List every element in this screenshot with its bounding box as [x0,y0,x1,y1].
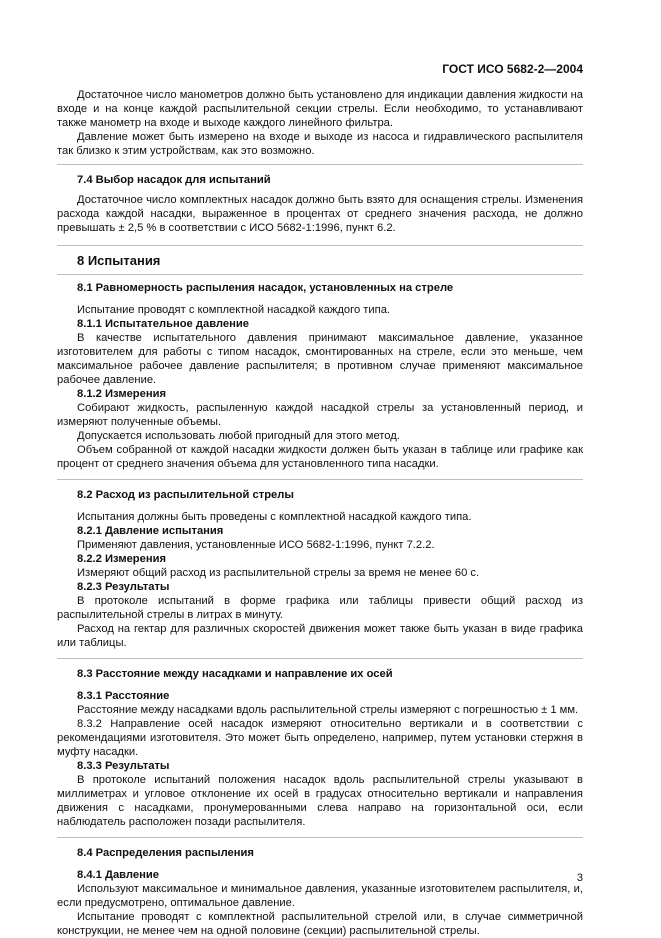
paragraph: Допускается использовать любой пригодный для этого метод. [77,430,400,442]
section-heading-8-1-1: 8.1.1 Испытательное давление [77,318,249,330]
paragraph: 8.3.2 Направление осей насадок измеряют относительно вертикали и в соответствии с рекомендациями изготовителя. Это может быть определено, например, путем установки стержня в муфту насадки. [57,718,583,758]
page-body [57,88,583,938]
paragraph: Давление может быть измерено на входе и выходе из насоса и гидравлического распылителя так близко к этим устройствам, как это возможно. [57,131,583,157]
paragraph: Собирают жидкость, распыленную каждой насадкой стрелы за установленный период, и измеряют полученные объемы. [57,402,583,428]
section-heading-8: 8 Испытания [77,253,161,268]
section-heading-8-1-2: 8.1.2 Измерения [77,388,167,400]
page-number: 3 [576,872,583,884]
document-header: ГОСТ ИСО 5682-2—2004 [442,62,583,76]
section-heading-8-3-1: 8.3.1 Расстояние [77,690,170,702]
paragraph: Испытание проводят с комплектной насадкой каждого типа. [77,304,391,316]
paragraph: В протоколе испытаний положения насадок вдоль распылительной стрелы указывают в миллиметрах и угловое отклонение их осей в градусах относительно вертикали и направления движения с насадками, пронумерованными слева направо на горизонтальной оси, если наблюдатель расположен позади распылителя. [57,774,583,828]
section-heading-8-3-3: 8.3.3 Результаты [77,760,170,772]
paragraph: Расстояние между насадками вдоль распылительной стрелы измеряют с погрешностью ± 1 мм. [77,704,579,716]
paragraph: Испытания должны быть проведены с комплектной насадкой каждого типа. [77,511,472,523]
paragraph: Применяют давления, установленные ИСО 5682-1:1996, пункт 7.2.2. [77,539,435,551]
section-heading-8-2: 8.2 Расход из распылительной стрелы [77,489,294,501]
paragraph: Измеряют общий расход из распылительной стрелы за время не менее 60 с. [77,567,480,579]
paragraph: Расход на гектар для различных скоростей движения может также быть указан в виде графика или таблицы. [57,623,583,649]
paragraph: В качестве испытательного давления принимают максимальное давление, указанное изготовителем для работы с типом насадок, смонтированных на стреле, если это меньше, чем максимальное рабочее давление распылителя; в противном случае применяют максимальное рабочее давление. [57,332,583,386]
paragraph: Достаточное число манометров должно быть установлено для индикации давления жидкости на входе и на конце каждой распылительной секции стрелы. Если необходимо, то устанавливают также манометр на входе и выходе каждого линейного фильтра. [57,89,583,129]
paragraph: Используют максимальное и минимальное давления, указанные изготовителем распылителя, и, если предусмотрено, оптимальное давление. [57,883,583,909]
section-heading-8-3: 8.3 Расстояние между насадками и направление их осей [77,668,393,680]
section-heading-8-2-3: 8.2.3 Результаты [77,581,170,593]
section-heading-8-4: 8.4 Распределения распыления [77,847,254,859]
paragraph: Испытание проводят с комплектной распылительной стрелой или, в случае симметричной конструкции, не менее чем на одной половине (секции) распылительной стрелы. [57,911,583,937]
section-heading-8-4-1: 8.4.1 Давление [77,869,159,881]
section-heading-7-4: 7.4 Выбор насадок для испытаний [77,174,271,186]
paragraph: Достаточное число комплектных насадок должно быть взято для оснащения стрелы. Изменения расхода каждой насадки, выраженное в процентах от среднего значения расхода, не должно превышать ± 2,5 % в соответствии с ИСО 5682-1:1996, пункт 6.2. [57,194,583,234]
paragraph: Объем собранной от каждой насадки жидкости должен быть указан в таблице или графике как процент от среднего значения объема для установленного типа насадки. [57,444,583,470]
section-heading-8-1: 8.1 Равномерность распыления насадок, установленных на стреле [77,282,454,294]
section-heading-8-2-2: 8.2.2 Измерения [77,553,167,565]
paragraph: В протоколе испытаний в форме графика или таблицы привести общий расход из распылительной стрелы в литрах в минуту. [57,595,583,621]
section-heading-8-2-1: 8.2.1 Давление испытания [77,525,224,537]
